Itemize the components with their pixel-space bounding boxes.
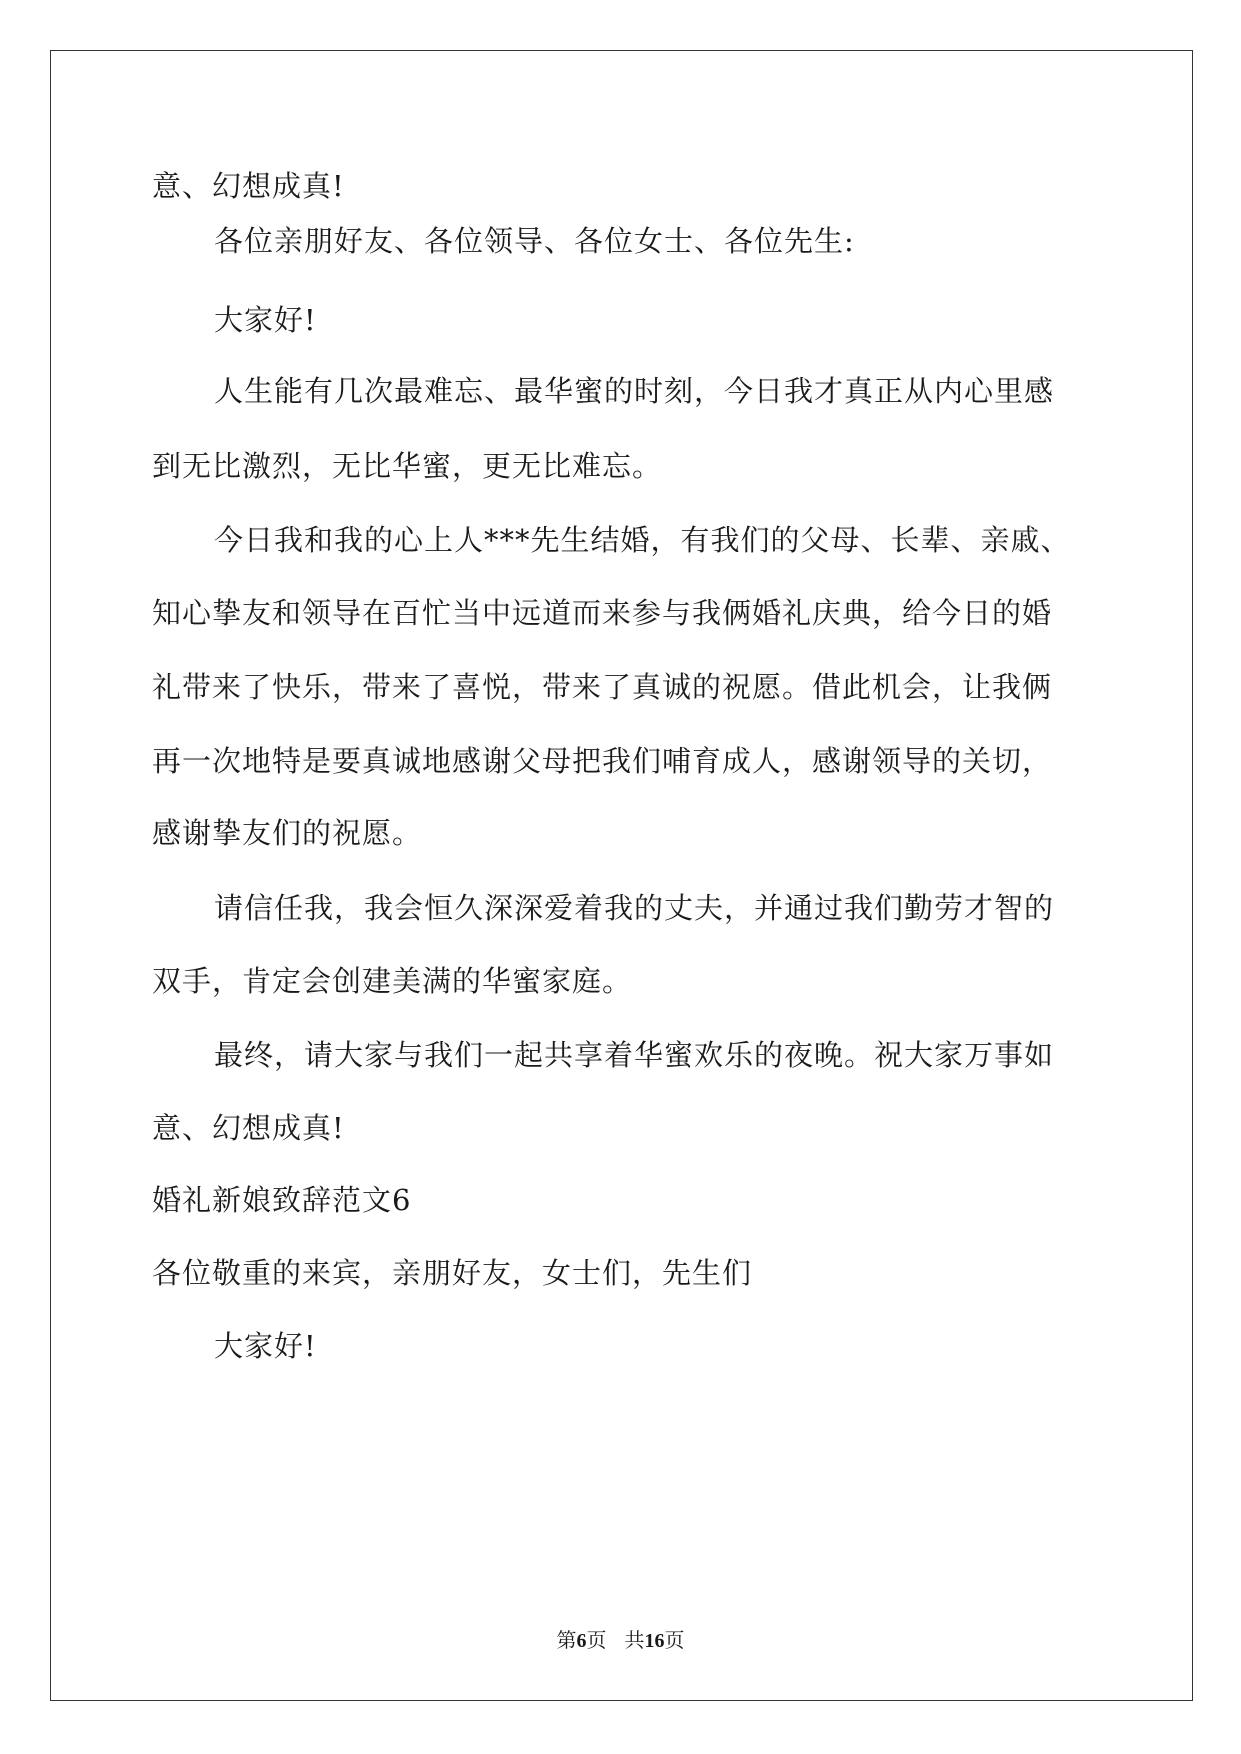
text-line-4: 人生能有几次最难忘、最华蜜的时刻，今日我才真正从内心里感: [214, 374, 1055, 408]
total-page-number: 16: [644, 1630, 665, 1652]
greeting-line: 大家好!: [214, 303, 317, 337]
text-line-7: 知心挚友和领导在百忙当中远道而来参与我俩婚礼庆典，给今日的婚: [152, 596, 1053, 630]
text-line-1: 意、幻想成真!: [152, 169, 345, 203]
text-line-8: 礼带来了快乐，带来了喜悦，带来了真诚的祝愿。借此机会，让我俩: [152, 670, 1053, 704]
footer-total-suffix: 页: [664, 1628, 685, 1652]
text-line-9: 再一次地特是要真诚地感谢父母把我们哺育成人，感谢领导的关切，: [152, 744, 1053, 778]
text-line-14: 意、幻想成真!: [152, 1111, 345, 1145]
text-line-16: 各位敬重的来宾，亲朋好友，女士们，先生们: [152, 1256, 753, 1290]
text-line-11: 请信任我，我会恒久深深爱着我的丈夫，并通过我们勤劳才智的: [214, 891, 1055, 925]
page-border: [50, 50, 1193, 1701]
current-page-number: 6: [576, 1630, 587, 1652]
footer-page-suffix: 页: [586, 1628, 607, 1652]
text-line-13: 最终，请大家与我们一起共享着华蜜欢乐的夜晚。祝大家万事如: [214, 1038, 1055, 1072]
section-heading: 婚礼新娘致辞范文6: [152, 1183, 412, 1217]
page-footer: [0, 1627, 1241, 1654]
text-line-6: 今日我和我的心上人***先生结婚，有我们的父母、长辈、亲戚、: [214, 523, 1071, 557]
salutation-line: 各位亲朋好友、各位领导、各位女士、各位先生:: [214, 224, 855, 258]
text-line-10: 感谢挚友们的祝愿。: [152, 816, 423, 850]
text-line-12: 双手，肯定会创建美满的华蜜家庭。: [152, 964, 633, 998]
greeting-line-2: 大家好!: [214, 1329, 317, 1363]
footer-prefix: 第: [556, 1628, 577, 1652]
footer-total-prefix: 共: [624, 1628, 645, 1652]
text-line-5: 到无比激烈，无比华蜜，更无比难忘。: [152, 449, 663, 483]
